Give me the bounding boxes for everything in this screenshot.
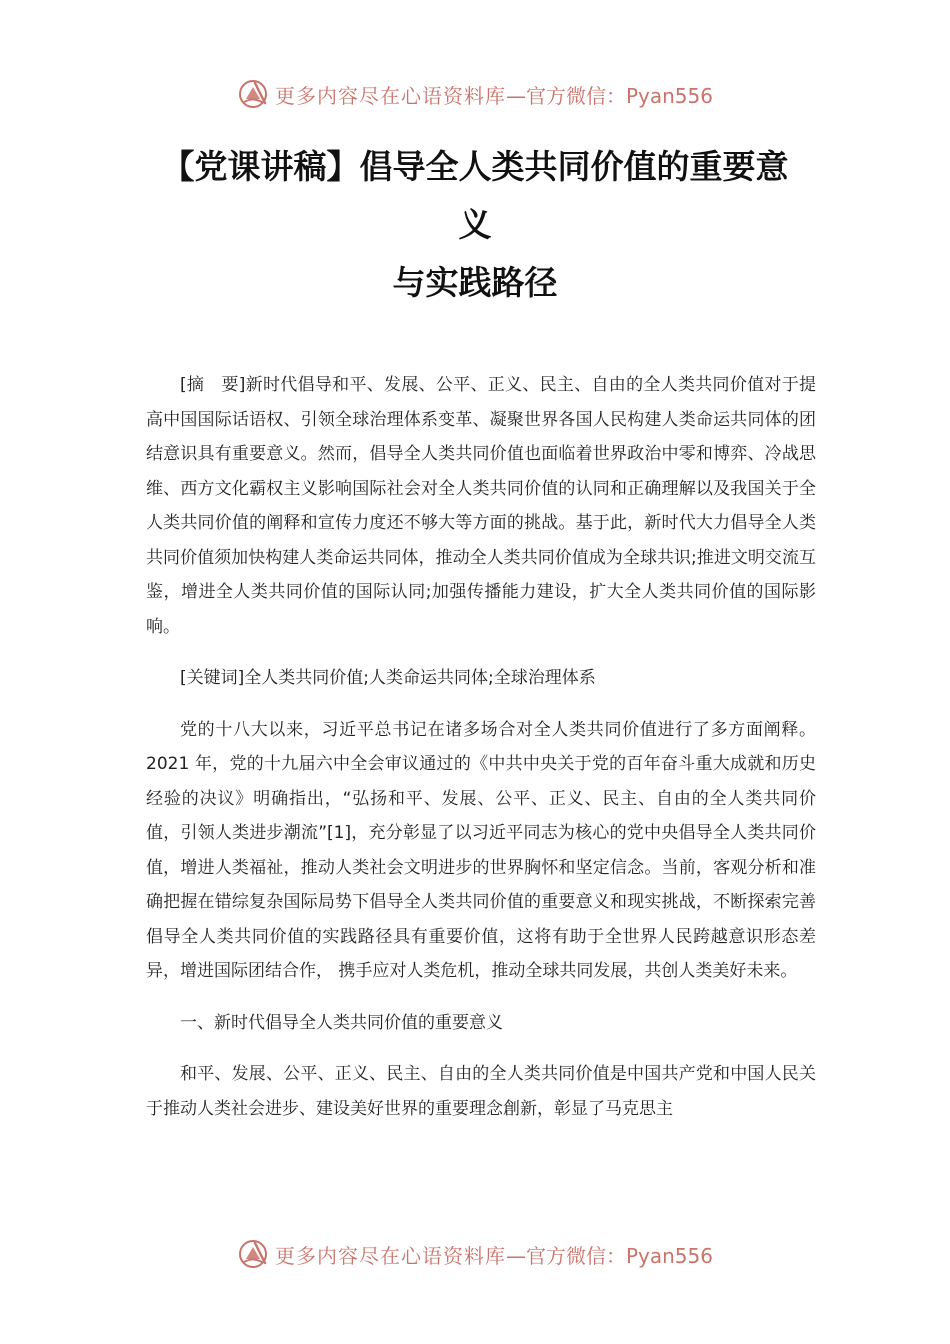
document-title xyxy=(100,138,850,312)
section-body-paragraph: 和平、发展、公平、正义、民主、自由的全人类共同价值是中国共产党和中国人民关于推动人类社会进步、建设美好世界的重要理念創新，彰显了马克思主 xyxy=(146,1064,816,1119)
abstract-paragraph: [摘 要]新时代倡导和平、发展、公平、正义、民主、自由的全人类共同价值对于提高中国国际话语权、引领全球治理体系变革、凝聚世界各国人民构建人类命运共同体的团结意识具有重要意义。然而，倡导全人类共同价值也面临着世界政治中零和博弈、冷战思维、西方文化霸权主义影响国际社会对全人类共同价值的认同和正确理解以及我国关于全人类共同价值的阐释和宣传力度还不够大等方面的挑战。基于此，新时代大力倡导全人类共同价值须加快构建人类命运共同体，推动全人类共同价值成为全球共识;推进文明交流互鉴，增进全人类共同价值的国际认同;加强传播能力建设，扩大全人类共同价值的国际影响。 xyxy=(146,375,816,637)
banner-wechat-text: —官方微信：Pyan556 xyxy=(505,1243,713,1268)
title-line-2: 义 xyxy=(458,205,492,244)
pen-book-logo-icon xyxy=(237,1237,271,1271)
document-body xyxy=(146,368,816,1143)
pen-book-logo-icon xyxy=(237,77,271,111)
title-line-3: 与实践路径 xyxy=(392,263,558,302)
keywords-paragraph: [关键词]全人类共同价值;人类命运共同体;全球治理体系 xyxy=(180,668,596,688)
header-banner xyxy=(0,72,950,116)
banner-brand-text: 更多内容尽在心语资料库 xyxy=(274,83,506,108)
banner-wechat-text: —官方微信：Pyan556 xyxy=(505,83,713,108)
banner-brand-text: 更多内容尽在心语资料库 xyxy=(274,1243,506,1268)
footer-banner xyxy=(0,1232,950,1276)
intro-paragraph: 党的十八大以来，习近平总书记在诸多场合对全人类共同价值进行了多方面阐释。2021 年，党的十九届六中全会审议通过的《中共中央关于党的百年奋斗重大成就和历史经验的决议》明确指出，“弘扬和平、发展、公平、正义、民主、自由的全人类共同价值，引领人类进步潮流”[1]，充分彰显了以习近平同志为核心的党中央倡导全人类共同价值，增进人类福祉，推动人类社会文明进步的世界胸怀和坚定信念。当前，客观分析和准确把握在错综复杂国际局势下倡导全人类共同价值的重要意义和现实挑战，不断探索完善倡导全人类共同价值的实践路径具有重要价值，这将有助于全世界人民跨越意识形态差异，增进国际团结合作， 携手应对人类危机，推动全球共同发展，共创人类美好未来。 xyxy=(146,719,816,981)
section-heading: 一、新时代倡导全人类共同价值的重要意义 xyxy=(180,1012,503,1033)
title-line-1: 【党课讲稿】倡导全人类共同价值的重要意 xyxy=(161,147,789,186)
